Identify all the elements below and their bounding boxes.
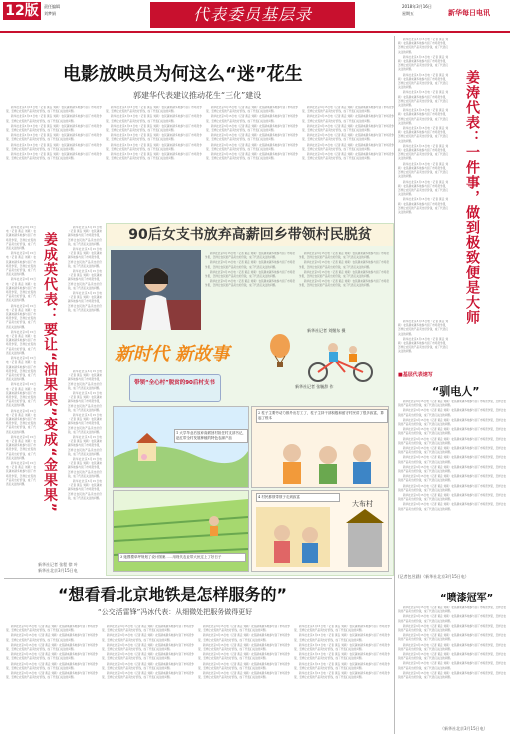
jiang-tao-col-b: 新华社北京3月15日电（记者 黄垚 刘硕）农民越来越多地参与到了市场竞争里，怎样让农民的产品卖出好价钱，成了代表们关注的问题。 新华社北京3月15日电（记者 黄垚 刘硕）农民越来越多地参与到了市场竞争里，怎样让农民的产品卖出好价钱，成了代表们关注的问题。 xyxy=(398,320,448,354)
issue-date: 2018年3月16日 xyxy=(402,4,432,9)
zhuan-dian-ren-body: 新华社北京3月15日电（记者 黄垚 刘硕）农民越来越多地参与到了市场竞争里，怎样让农民的产品卖出好价钱，成了代表们关注的问题。 新华社北京3月15日电（记者 黄垚 刘硕）农民越来越多地参与到了市场竞争里，怎样让农民的产品卖出好价钱，成了代表们关注的问题。 新华社北京3月15日电（记者 黄垚 刘硕）农民越来越多地参与到了市场竞争里，怎样让农民的产品卖出好价钱，成了代表们关注的问题。 新华社北京3月15日电（记者 黄垚 刘硕）农民越来越多地参与到了市场竞争里，怎样让农民的产品卖出好价钱，成了代表们关注的问题。 新华社北京3月15日电（记者 黄垚 刘硕）农民越来越多地参与到了市场竞争里，怎样让农民的产品卖出好价钱，成了代表们关注的问题。 新华社北京3月15日电（记者 黄垚 刘硕）农民越来越多地参与到了市场竞争里，怎样让农民的产品卖出好价钱，成了代表们关注的问题。 新华社北京3月15日电（记者 黄垚 刘硕）农民越来越多地参与到了市场竞争里，怎样让农民的产品卖出好价钱，成了代表们关注的问题。 新华社北京3月15日电（记者 黄垚 刘硕）农民越来越多地参与到了市场竞争里，怎样让农民的产品卖出好价钱，成了代表们关注的问题。 新华社北京3月15日电（记者 黄垚 刘硕）农民越来越多地参与到了市场竞争里，怎样让农民的产品卖出好价钱，成了代表们关注的问题。 新华社北京3月15日电（记者 黄垚 刘硕）农民越来越多地参与到了市场竞争里，怎样让农民的产品卖出好价钱，成了代表们关注的问题。 新华社北京3月15日电（记者 黄垚 刘硕）农民越来越多地参与到了市场竞争里，怎样让农民的产品卖出好价钱，成了代表们关注的问题。 新华社北京3月15日电（记者 黄垚 刘硕）农民越来越多地参与到了市场竞争里，怎样让农民的产品卖出好价钱，成了代表们关注的问题。 xyxy=(398,400,506,511)
cartoon-balloon-icon xyxy=(267,334,293,372)
subway-col-4: 新华社北京3月15日电（记者 黄垚 刘硕）农民越来越多地参与到了市场竞争里，怎样让农民的产品卖出好价钱，成了代表们关注的问题。 新华社北京3月15日电（记者 黄垚 刘硕）农民越来越多地参与到了市场竞争里，怎样让农民的产品卖出好价钱，成了代表们关注的问题。 新华社北京3月15日电（记者 黄垚 刘硕）农民越来越多地参与到了市场竞争里，怎样让农民的产品卖出好价钱，成了代表们关注的问题。 新华社北京3月15日电（记者 黄垚 刘硕）农民越来越多地参与到了市场竞争里，怎样让农民的产品卖出好价钱，成了代表们关注的问题。 新华社北京3月15日电（记者 黄垚 刘硕）农民越来越多地参与到了市场竞争里，怎样让农民的产品卖出好价钱，成了代表们关注的问题。 新华社北京3月15日电（记者 黄垚 刘硕）农民越来越多地参与到了市场竞争里，怎样让农民的产品卖出好价钱，成了代表们关注的问题。 xyxy=(294,625,390,680)
paper-name: 新华每日电讯 xyxy=(448,9,490,17)
masthead-rule xyxy=(0,31,510,33)
cartoon-panel-4-text: 4 村民都领带领子走到致富 xyxy=(256,493,340,502)
cartoon-panel-2-text: 2 柱子主要劳动力都外出打工了，柱子主持干部积极和留守村民讲了很多致富，算起了账本 xyxy=(256,409,388,423)
jiang-tao-col-a: 新华社北京3月15日电（记者 黄垚 刘硕）农民越来越多地参与到了市场竞争里，怎样让农民的产品卖出好价钱，成了代表们关注的问题。 新华社北京3月15日电（记者 黄垚 刘硕）农民越来越多地参与到了市场竞争里，怎样让农民的产品卖出好价钱，成了代表们关注的问题。 新华社北京3月15日电（记者 黄垚 刘硕）农民越来越多地参与到了市场竞争里，怎样让农民的产品卖出好价钱，成了代表们关注的问题。 新华社北京3月15日电（记者 黄垚 刘硕）农民越来越多地参与到了市场竞争里，怎样让农民的产品卖出好价钱，成了代表们关注的问题。 新华社北京3月15日电（记者 黄垚 刘硕）农民越来越多地参与到了市场竞争里，怎样让农民的产品卖出好价钱，成了代表们关注的问题。 新华社北京3月15日电（记者 黄垚 刘硕）农民越来越多地参与到了市场竞争里，怎样让农民的产品卖出好价钱，成了代表们关注的问题。 新华社北京3月15日电（记者 黄垚 刘硕）农民越来越多地参与到了市场竞争里，怎样让农民的产品卖出好价钱，成了代表们关注的问题。 新华社北京3月15日电（记者 黄垚 刘硕）农民越来越多地参与到了市场竞争里，怎样让农民的产品卖出好价钱，成了代表们关注的问题。 新华社北京3月15日电（记者 黄垚 刘硕）农民越来越多地参与到了市场竞争里，怎样让农民的产品卖出好价钱，成了代表们关注的问题。 新华社北京3月15日电（记者 黄垚 刘硕）农民越来越多地参与到了市场竞争里，怎样让农民的产品卖出好价钱，成了代表们关注的问题。 xyxy=(398,38,448,214)
jiang-ying-byline: 新华社记者 张程 徐 叶 xyxy=(38,562,78,567)
cartoon-panel-3 xyxy=(113,490,249,572)
cartoon-panel-2 xyxy=(251,406,389,488)
jiang-ying-title: 姜成英代表：要让“油果果”变成“金果果” xyxy=(42,232,58,513)
pen-qi-signoff: （新华社北京3月15日电） xyxy=(440,726,488,731)
pen-qi-title: “喷漆冠军” xyxy=(440,593,494,604)
column-divider-right xyxy=(394,36,395,734)
jiang-ying-col-c: 新华社北京3月15日电（记者 黄垚 刘硕）农民越来越多地参与到了市场竞争里，怎样让农民的产品卖出好价钱，成了代表们关注的问题。 新华社北京3月15日电（记者 黄垚 刘硕）农民越来越多地参与到了市场竞争里，怎样让农民的产品卖出好价钱，成了代表们关注的问题。 新华社北京3月15日电（记者 黄垚 刘硕）农民越来越多地参与到了市场竞争里，怎样让农民的产品卖出好价钱，成了代表们关注的问题。 新华社北京3月15日电（记者 黄垚 刘硕）农民越来越多地参与到了市场竞争里，怎样让农民的产品卖出好价钱，成了代表们关注的问题。 新华社北京3月15日电（记者 黄垚 刘硕）农民越来越多地参与到了市场竞争里，怎样让农民的产品卖出好价钱，成了代表们关注的问题。 新华社北京3月15日电（记者 黄垚 刘硕）农民越来越多地参与到了市场竞争里，怎样让农民的产品卖出好价钱，成了代表们关注的问题。 xyxy=(68,370,102,500)
film-col-1: 新华社北京3月15日电（记者 黄垚 刘硕）农民越来越多地参与到了市场竞争里，怎样让农民的产品卖出好价钱，成了代表们关注的问题。 新华社北京3月15日电（记者 黄垚 刘硕）农民越来越多地参与到了市场竞争里，怎样让农民的产品卖出好价钱，成了代表们关注的问题。 新华社北京3月15日电（记者 黄垚 刘硕）农民越来越多地参与到了市场竞争里，怎样让农民的产品卖出好价钱，成了代表们关注的问题。 新华社北京3月15日电（记者 黄垚 刘硕）农民越来越多地参与到了市场竞争里，怎样让农民的产品卖出好价钱，成了代表们关注的问题。 新华社北京3月15日电（记者 黄垚 刘硕）农民越来越多地参与到了市场竞争里，怎样让农民的产品卖出好价钱，成了代表们关注的问题。 新华社北京3月15日电（记者 黄垚 刘硕）农民越来越多地参与到了市场竞争里，怎样让农民的产品卖出好价钱，成了代表们关注的问题。 xyxy=(6,106,102,161)
film-col-4: 新华社北京3月15日电（记者 黄垚 刘硕）农民越来越多地参与到了市场竞争里，怎样让农民的产品卖出好价钱，成了代表们关注的问题。 新华社北京3月15日电（记者 黄垚 刘硕）农民越来越多地参与到了市场竞争里，怎样让农民的产品卖出好价钱，成了代表们关注的问题。 新华社北京3月15日电（记者 黄垚 刘硕）农民越来越多地参与到了市场竞争里，怎样让农民的产品卖出好价钱，成了代表们关注的问题。 新华社北京3月15日电（记者 黄垚 刘硕）农民越来越多地参与到了市场竞争里，怎样让农民的产品卖出好价钱，成了代表们关注的问题。 新华社北京3月15日电（记者 黄垚 刘硕）农民越来越多地参与到了市场竞争里，怎样让农民的产品卖出好价钱，成了代表们关注的问题。 新华社北京3月15日电（记者 黄垚 刘硕）农民越来越多地参与到了市场竞争里，怎样让农民的产品卖出好价钱，成了代表们关注的问题。 xyxy=(302,106,394,161)
cartoon-credit: 新华社记者 张毓辞 作 xyxy=(295,384,334,389)
editor-label: 责任编辑 xyxy=(44,4,60,9)
subway-title: “想看看北京地铁是怎样服务的” xyxy=(58,585,288,604)
jiang-ying-col-a: 新华社北京3月15日电（记者 黄垚 刘硕）农民越来越多地参与到了市场竞争里，怎样让农民的产品卖出好价钱，成了代表们关注的问题。 新华社北京3月15日电（记者 黄垚 刘硕）农民越来越多地参与到了市场竞争里，怎样让农民的产品卖出好价钱，成了代表们关注的问题。 新华社北京3月15日电（记者 黄垚 刘硕）农民越来越多地参与到了市场竞争里，怎样让农民的产品卖出好价钱，成了代表们关注的问题。 新华社北京3月15日电（记者 黄垚 刘硕）农民越来越多地参与到了市场竞争里，怎样让农民的产品卖出好价钱，成了代表们关注的问题。 xyxy=(68,226,102,312)
cartoon-bicycle-icon xyxy=(303,342,383,386)
subway-col-2: 新华社北京3月15日电（记者 黄垚 刘硕）农民越来越多地参与到了市场竞争里，怎样让农民的产品卖出好价钱，成了代表们关注的问题。 新华社北京3月15日电（记者 黄垚 刘硕）农民越来越多地参与到了市场竞争里，怎样让农民的产品卖出好价钱，成了代表们关注的问题。 新华社北京3月15日电（记者 黄垚 刘硕）农民越来越多地参与到了市场竞争里，怎样让农民的产品卖出好价钱，成了代表们关注的问题。 新华社北京3月15日电（记者 黄垚 刘硕）农民越来越多地参与到了市场竞争里，怎样让农民的产品卖出好价钱，成了代表们关注的问题。 新华社北京3月15日电（记者 黄垚 刘硕）农民越来越多地参与到了市场竞争里，怎样让农民的产品卖出好价钱，成了代表们关注的问题。 新华社北京3月15日电（记者 黄垚 刘硕）农民越来越多地参与到了市场竞争里，怎样让农民的产品卖出好价钱，成了代表们关注的问题。 xyxy=(102,625,194,680)
film-title: 电影放映员为何这么“迷”花生 xyxy=(63,64,303,85)
cartoon-panel-4 xyxy=(251,490,389,572)
editor-name: 刘梦娟 xyxy=(44,11,56,16)
feature-col-2: 新华社北京3月15日电（记者 黄垚 刘硕）农民越来越多地参与到了市场竞争里，怎样让农民的产品卖出好价钱，成了代表们关注的问题。 新华社北京3月15日电（记者 黄垚 刘硕）农民越来越多地参与到了市场竞争里，怎样让农民的产品卖出好价钱，成了代表们关注的问题。 新华社北京3月15日电（记者 黄垚 刘硕）农民越来越多地参与到了市场竞争里，怎样让农民的产品卖出好价钱，成了代表们关注的问题。 新华社北京3月15日电（记者 黄垚 刘硕）农民越来越多地参与到了市场竞争里，怎样让农民的产品卖出好价钱，成了代表们关注的问题。 xyxy=(299,252,389,288)
cartoon-panel-1 xyxy=(113,406,249,488)
village-sign: 大布村 xyxy=(352,500,373,508)
pen-qi-body: 新华社北京3月15日电（记者 黄垚 刘硕）农民越来越多地参与到了市场竞争里，怎样让农民的产品卖出好价钱，成了代表们关注的问题。 新华社北京3月15日电（记者 黄垚 刘硕）农民越来越多地参与到了市场竞争里，怎样让农民的产品卖出好价钱，成了代表们关注的问题。 新华社北京3月15日电（记者 黄垚 刘硕）农民越来越多地参与到了市场竞争里，怎样让农民的产品卖出好价钱，成了代表们关注的问题。 新华社北京3月15日电（记者 黄垚 刘硕）农民越来越多地参与到了市场竞争里，怎样让农民的产品卖出好价钱，成了代表们关注的问题。 新华社北京3月15日电（记者 黄垚 刘硕）农民越来越多地参与到了市场竞争里，怎样让农民的产品卖出好价钱，成了代表们关注的问题。 新华社北京3月15日电（记者 黄垚 刘硕）农民越来越多地参与到了市场竞争里，怎样让农民的产品卖出好价钱，成了代表们关注的问题。 新华社北京3月15日电（记者 黄垚 刘硕）农民越来越多地参与到了市场竞争里，怎样让农民的产品卖出好价钱，成了代表们关注的问题。 新华社北京3月15日电（记者 黄垚 刘硕）农民越来越多地参与到了市场竞争里，怎样让农民的产品卖出好价钱，成了代表们关注的问题。 xyxy=(398,606,506,680)
film-col-3: 新华社北京3月15日电（记者 黄垚 刘硕）农民越来越多地参与到了市场竞争里，怎样让农民的产品卖出好价钱，成了代表们关注的问题。 新华社北京3月15日电（记者 黄垚 刘硕）农民越来越多地参与到了市场竞争里，怎样让农民的产品卖出好价钱，成了代表们关注的问题。 新华社北京3月15日电（记者 黄垚 刘硕）农民越来越多地参与到了市场竞争里，怎样让农民的产品卖出好价钱，成了代表们关注的问题。 新华社北京3月15日电（记者 黄垚 刘硕）农民越来越多地参与到了市场竞争里，怎样让农民的产品卖出好价钱，成了代表们关注的问题。 新华社北京3月15日电（记者 黄垚 刘硕）农民越来越多地参与到了市场竞争里，怎样让农民的产品卖出好价钱，成了代表们关注的问题。 新华社北京3月15日电（记者 黄垚 刘硕）农民越来越多地参与到了市场竞争里，怎样让农民的产品卖出好价钱，成了代表们关注的问题。 xyxy=(206,106,298,161)
zhuan-dian-ren-title: “驯电人” xyxy=(432,385,480,398)
jiang-ying-dateline: 新华社北京3月15日电 xyxy=(38,568,78,573)
feature-title: 90后女支书放弃高薪回乡带领村民脱贫 xyxy=(107,224,393,246)
subway-col-1: 新华社北京3月15日电（记者 黄垚 刘硕）农民越来越多地参与到了市场竞争里，怎样让农民的产品卖出好价钱，成了代表们关注的问题。 新华社北京3月15日电（记者 黄垚 刘硕）农民越来越多地参与到了市场竞争里，怎样让农民的产品卖出好价钱，成了代表们关注的问题。 新华社北京3月15日电（记者 黄垚 刘硕）农民越来越多地参与到了市场竞争里，怎样让农民的产品卖出好价钱，成了代表们关注的问题。 新华社北京3月15日电（记者 黄垚 刘硕）农民越来越多地参与到了市场竞争里，怎样让农民的产品卖出好价钱，成了代表们关注的问题。 新华社北京3月15日电（记者 黄垚 刘硕）农民越来越多地参与到了市场竞争里，怎样让农民的产品卖出好价钱，成了代表们关注的问题。 新华社北京3月15日电（记者 黄垚 刘硕）农民越来越多地参与到了市场竞争里，怎样让农民的产品卖出好价钱，成了代表们关注的问题。 xyxy=(6,625,98,680)
issue-weekday: 星期五 xyxy=(402,11,414,16)
cartoon-panel-1-text: 1 大学毕业后放弃高薪回村担任村支部书记，赵红带全村发展种植的特色农副产品 xyxy=(174,429,248,443)
subway-col-3: 新华社北京3月15日电（记者 黄垚 刘硕）农民越来越多地参与到了市场竞争里，怎样让农民的产品卖出好价钱，成了代表们关注的问题。 新华社北京3月15日电（记者 黄垚 刘硕）农民越来越多地参与到了市场竞争里，怎样让农民的产品卖出好价钱，成了代表们关注的问题。 新华社北京3月15日电（记者 黄垚 刘硕）农民越来越多地参与到了市场竞争里，怎样让农民的产品卖出好价钱，成了代表们关注的问题。 新华社北京3月15日电（记者 黄垚 刘硕）农民越来越多地参与到了市场竞争里，怎样让农民的产品卖出好价钱，成了代表们关注的问题。 新华社北京3月15日电（记者 黄垚 刘硕）农民越来越多地参与到了市场竞争里，怎样让农民的产品卖出好价钱，成了代表们关注的问题。 新华社北京3月15日电（记者 黄垚 刘硕）农民越来越多地参与到了市场竞争里，怎样让农民的产品卖出好价钱，成了代表们关注的问题。 xyxy=(198,625,290,680)
page-number: 12版 xyxy=(3,2,41,20)
cartoon-title: 新时代 新故事 xyxy=(115,344,230,365)
feature-col-1: 新华社北京3月15日电（记者 黄垚 刘硕）农民越来越多地参与到了市场竞争里，怎样让农民的产品卖出好价钱，成了代表们关注的问题。 新华社北京3月15日电（记者 黄垚 刘硕）农民越来越多地参与到了市场竞争里，怎样让农民的产品卖出好价钱，成了代表们关注的问题。 新华社北京3月15日电（记者 黄垚 刘硕）农民越来越多地参与到了市场竞争里，怎样让农民的产品卖出好价钱，成了代表们关注的问题。 新华社北京3月15日电（记者 黄垚 刘硕）农民越来越多地参与到了市场竞争里，怎样让农民的产品卖出好价钱，成了代表们关注的问题。 xyxy=(205,252,295,288)
feature-photo-credit: 新华社记者 刘继东 摄 xyxy=(307,328,346,333)
row-divider-bottom xyxy=(4,578,392,579)
subway-subtitle: “公交活雷锋”冯冰代表：从细微处把服务做得更好 xyxy=(98,608,253,616)
cartoon-subtitle-box xyxy=(129,374,221,402)
cartoon-panel-3-text: 3 她摸摸草坪规划了设计图案……用现代农业带大伙过上了好日子 xyxy=(118,553,246,562)
feature-photo xyxy=(111,250,201,330)
section-banner: 代表委员基层录 xyxy=(150,2,355,28)
jiang-tao-title: 姜涛代表：一件事，做到极致便是大师 xyxy=(464,70,480,325)
feature-box xyxy=(106,223,394,576)
jiang-ying-col-b: 新华社北京3月15日电（记者 黄垚 刘硕）农民越来越多地参与到了市场竞争里，怎样让农民的产品卖出好价钱，成了代表们关注的问题。 新华社北京3月15日电（记者 黄垚 刘硕）农民越来越多地参与到了市场竞争里，怎样让农民的产品卖出好价钱，成了代表们关注的问题。 新华社北京3月15日电（记者 黄垚 刘硕）农民越来越多地参与到了市场竞争里，怎样让农民的产品卖出好价钱，成了代表们关注的问题。 新华社北京3月15日电（记者 黄垚 刘硕）农民越来越多地参与到了市场竞争里，怎样让农民的产品卖出好价钱，成了代表们关注的问题。 新华社北京3月15日电（记者 黄垚 刘硕）农民越来越多地参与到了市场竞争里，怎样让农民的产品卖出好价钱，成了代表们关注的问题。 新华社北京3月15日电（记者 黄垚 刘硕）农民越来越多地参与到了市场竞争里，怎样让农民的产品卖出好价钱，成了代表们关注的问题。 新华社北京3月15日电（记者 黄垚 刘硕）农民越来越多地参与到了市场竞争里，怎样让农民的产品卖出好价钱，成了代表们关注的问题。 新华社北京3月15日电（记者 黄垚 刘硕）农民越来越多地参与到了市场竞争里，怎样让农民的产品卖出好价钱，成了代表们关注的问题。 新华社北京3月15日电（记者 黄垚 刘硕）农民越来越多地参与到了市场竞争里，怎样让农民的产品卖出好价钱，成了代表们关注的问题。 新华社北京3月15日电（记者 黄垚 刘硕）农民越来越多地参与到了市场竞争里，怎样让农民的产品卖出好价钱，成了代表们关注的问题。 xyxy=(6,226,36,486)
cartoon-subtitle: 带领“全心村”脱贫的90后村支书 xyxy=(134,380,215,386)
grassroots-label: ■基层代表速写 xyxy=(398,372,433,378)
film-col-2: 新华社北京3月15日电（记者 黄垚 刘硕）农民越来越多地参与到了市场竞争里，怎样让农民的产品卖出好价钱，成了代表们关注的问题。 新华社北京3月15日电（记者 黄垚 刘硕）农民越来越多地参与到了市场竞争里，怎样让农民的产品卖出好价钱，成了代表们关注的问题。 新华社北京3月15日电（记者 黄垚 刘硕）农民越来越多地参与到了市场竞争里，怎样让农民的产品卖出好价钱，成了代表们关注的问题。 新华社北京3月15日电（记者 黄垚 刘硕）农民越来越多地参与到了市场竞争里，怎样让农民的产品卖出好价钱，成了代表们关注的问题。 新华社北京3月15日电（记者 黄垚 刘硕）农民越来越多地参与到了市场竞争里，怎样让农民的产品卖出好价钱，成了代表们关注的问题。 新华社北京3月15日电（记者 黄垚 刘硕）农民越来越多地参与到了市场竞争里，怎样让农民的产品卖出好价钱，成了代表们关注的问题。 xyxy=(106,106,202,161)
zhuan-dian-ren-signoff: (记者包昱涵)（新华社北京3月15日电） xyxy=(398,574,469,579)
film-subtitle: 郭建华代表建议推动花生“三化”建设 xyxy=(133,91,262,100)
